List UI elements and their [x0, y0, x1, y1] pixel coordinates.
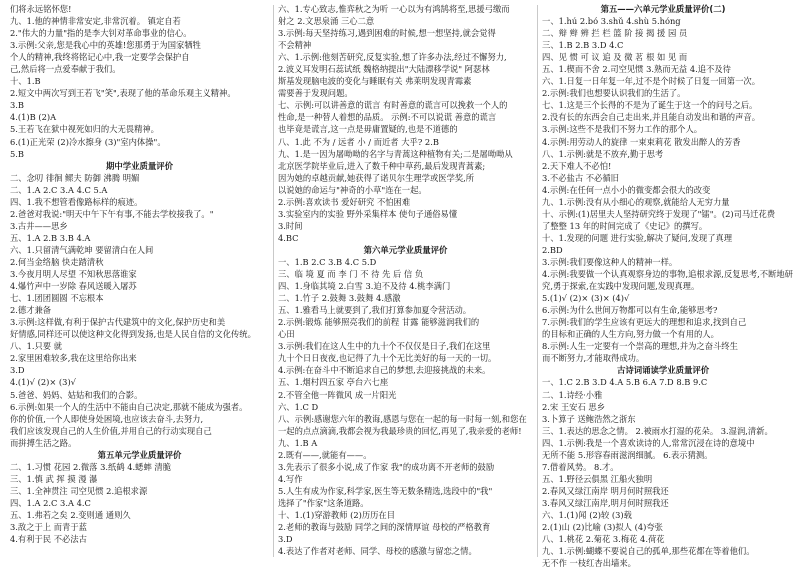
answer-line: 六、1.专心致志,惟弈秋之为听 一心以为有鸿鹄将至,思援弓缴而 [278, 4, 510, 14]
answer-line: 三、1.表达的思念之情。 2.被雨水打湿的花朵。 3.湿润,清新。 [542, 425, 773, 436]
answer-line: 以说她的命运与"神奇的小草"连在一起。 [278, 184, 427, 195]
answer-line: 无不作 一枝红杏出墙来。 [542, 558, 636, 569]
answer-line: 而不断努力,才能取得成功。 [542, 353, 645, 364]
answer-line: 2.BD [542, 244, 563, 255]
answer-line: 3.春风又绿江南岸,明月何时照我还 [542, 497, 669, 508]
answer-line: 五、1.烟村四五家 亭台六七座 [278, 377, 389, 388]
answer-line: 的目标和正确的人生方向,努力做一个有用的人。 [542, 329, 719, 340]
answer-line: 七、1.这是三个长得的不是为了诞生于这一个的问号之后。 [542, 100, 758, 111]
answer-line: 不会精神 [278, 40, 312, 51]
answer-line: 九、1.他的神情非常安定,非常沉着。 镇定自若 [10, 16, 181, 27]
answer-line: 3.D [278, 534, 293, 545]
answer-line: 5.爸爸、妈妈、姑姑和我们的合影。 [10, 389, 143, 400]
answer-line: 3.示例:我们在这人生中的九十个不仅仅是日子,我们在这里 [278, 341, 491, 352]
answer-line: 九、1.示例:蝴蝶不要说自己的孤单,那些花都在等着他们。 [542, 546, 755, 557]
answer-line: 一、1.B 2.C 3.B 4.C 5.D [278, 256, 377, 267]
answer-line: 7.示例:我们的学生应该有更远大的理想和追求,找到自己 [542, 317, 747, 328]
answer-line: 3.今夜月明人尽望 不知秋思落谁家 [10, 269, 137, 280]
answer-line: 4.示例:在任何一点小小的微变都会很大的改变 [542, 184, 711, 195]
answer-line: 4.有利于民 不必法古 [10, 534, 87, 545]
answer-line: 7.借着风势。 8.才。 [542, 461, 619, 472]
answer-line: 八、1.此 不为 / 远者 小 / 而近者 大乎? 2.B [278, 136, 439, 147]
answer-line: 3.示例:我们要像这种人的精神一样。 [542, 256, 678, 267]
answer-line: 六、1.(1)闻 (2)较 (3)载 [542, 509, 632, 520]
column-left [6, 3, 273, 558]
answer-line: 5.B [10, 148, 25, 159]
answer-line: 二、1.A 2.C 3.A 4.C 5.A [10, 184, 108, 195]
answer-line: 2.示例:我们也想要认识我们的生活了。 [542, 88, 686, 99]
answer-line: 5.王若飞在狱中视死如归的大无畏精神。 [10, 124, 159, 135]
section-heading: 第六单元学业质量评价 [363, 244, 448, 255]
answer-line: 六、1.只留清气满乾坤 要留清白在人间 [10, 244, 154, 255]
section-heading: 古诗词诵读学业质量评价 [616, 365, 710, 376]
answer-line: 8.示例:人生一定要有一个崇高的理想,并为之奋斗终生 [542, 341, 738, 352]
answer-line: 3.示例:这样做,有利于保护古代建筑中的文化,保护历史和美 [10, 317, 226, 328]
column-right [538, 3, 793, 569]
answer-line: 6.示例:如果一个人的生活中不能由自己决定,那就不能成为强者。 [10, 401, 248, 412]
answer-line: 五、1.楔而不舍 2.司空见惯 3.熟而无益 4.追不及待 [542, 64, 731, 75]
answer-line: 3.古井——思乡 [10, 220, 68, 231]
answer-line: 三、1.慎 武 挥 摸 漫 瀑 [10, 473, 98, 484]
section-heading: 期中学业质量评价 [106, 160, 173, 171]
answer-line: 4.BC [278, 232, 299, 243]
answer-line: 3.时间 [278, 220, 303, 231]
answer-line: 4.爆竹声中一岁除 春风送暖入屠苏 [10, 281, 137, 292]
answer-line: 而拼搏生活之路。 [10, 437, 77, 448]
answer-line: 3.D [10, 365, 25, 376]
answer-line: 二、念叨 徘徊 鳏夫 防御 沸腾 明媚 [10, 172, 140, 183]
answer-line: 4.示例:在奋斗中不断追求自己的梦想,去迎接挑战的未来。 [278, 365, 491, 376]
section-heading: 第五单元学业质量评价 [97, 449, 182, 460]
answer-line: 3.示例:这些不是我们不努力工作的那个人。 [542, 124, 703, 135]
answer-line: 究,勇于探索,在实践中发现问题,发现真理。 [542, 281, 700, 292]
answer-line: 你的价值,一个人即使身处困境,也应该去奋斗,去努力, [10, 413, 204, 424]
answer-line: 3.B [10, 100, 25, 111]
answer-line: 七、1.团团圆圆 不忘根本 [10, 293, 104, 304]
answer-line: 五、1.A 2.B 3.B 4.A [10, 232, 91, 243]
answer-line: 4.(1)√ (2)× (3)√ [10, 377, 76, 388]
answer-line: 九、1.是一因为屠呦呦的名字与青蒿这种植物有关;二是屠呦呦从 [278, 148, 513, 159]
answer-line: 二、辩 辫 辨 拦 栏 篮 阶 接 揭 援 园 员 [542, 28, 688, 39]
answer-line: 性命,是一种替人着想的品质。 示例:不可以说谎 善意的谎言 [278, 112, 497, 123]
answer-line: 2.既有——,就能有——。 [278, 449, 372, 460]
answer-line: 2.爸爸对我说:"明天中午下午有事,不能去学校接我了。" [10, 208, 214, 219]
answer-line: 十、1.(1)穿游教师 (2)历历在目 [278, 509, 396, 520]
answer-line: 3.实验室内的实验 野外采集样本 使句子通俗易懂 [278, 208, 458, 219]
answer-line: 4.示例:用劳动人的旋律 一束束莉花 散发出醉人的芳香 [542, 136, 741, 147]
answer-line: 2.没有长的东西会自己走出来,并且能自动发出和谐的声音。 [542, 112, 760, 123]
answer-line: 十、示例:(1)居里夫人坚持研究终于发现了"镭"。(2)司马迁花费 [542, 208, 776, 219]
answer-line: 一起的点点滴滴,我都会视为我最珍贵的回忆,再见了,我亲爱的老师! [278, 425, 522, 436]
answer-line: 4.示例:我要做一个认真观察身边的事物,追根求源,反复思考,不断地研 [542, 269, 793, 280]
answer-line: 十、1.B [10, 76, 41, 87]
answer-line: 我们应该发现自己的人生价值,并用自己的行动实现自己 [10, 425, 212, 436]
answer-line: 6.示例:为什么世间万物都可以有生命,能够思考? [542, 305, 718, 316]
answer-line: 三、临 境 夏 而 李 门 不 待 先 后 信 负 [278, 269, 424, 280]
answer-line: 二、1.诗经·小雅 [542, 389, 603, 400]
answer-line: 3.示例:父亲,您是我心中的英雄!您那勇于为国家牺牲 [10, 40, 201, 51]
answer-line: 八、1.只要 就 [10, 341, 63, 352]
answer-line: 六、1.示例:他刻苦研究,反复实验,想了许多办法,经过不懈努力, [278, 52, 507, 63]
answer-line: 2.春风又绿江南岸 明月何时照我还 [542, 485, 669, 496]
answer-line: 八、1.桃花 2.菊花 3.梅花 4.荷花 [542, 534, 665, 545]
answer-line: 九、1.示例:没有从小细心的观察,就能给人无穷力量 [542, 196, 730, 207]
answer-line: 九、1.B A [278, 437, 318, 448]
answer-line: 选择了"作家"这条道路。 [278, 497, 369, 508]
answer-line: 因为她的卓越贡献,她获得了诺贝尔生理学或医学奖,所 [278, 172, 475, 183]
answer-line: 二、1.习惯 花园 2.微落 3.纸鹤 4.蟋蟀 清脆 [10, 461, 172, 472]
answer-line: 四、见 惯 可 议 追 及 微 茗 根 如 见 而 [542, 52, 688, 63]
answer-line: 2.短文中两次写到王若飞"笑",表现了他的革命乐观主义精神。 [10, 88, 236, 99]
answer-line: 2.老师的教诲与鼓励 同学之间的深情厚谊 母校的严格教育 [278, 522, 491, 533]
answer-line: 2.德才兼备 [10, 305, 52, 316]
answer-line: 一、1.C 2.B 3.D 4.A 5.B 6.A 7.D 8.B 9.C [542, 377, 708, 388]
answer-line: 十、1.发现的问题 进行实验,解决了疑问,发现了真理 [542, 232, 733, 243]
answer-line: 也毕竟是谎言,这一点是毋庸置疑的,也是不道德的 [278, 124, 458, 135]
answer-line: 4.写作 [278, 473, 303, 484]
answer-line: 5.(1)√ (2)× (3)× (4)√ [542, 293, 630, 304]
answer-line: 2.示例:锻炼 能够照亮我们的前程 甘露 能够滋润我们的 [278, 317, 480, 328]
answer-line: 四、1.A 2.C 3.A 4.C [10, 497, 91, 508]
answer-line: 3.敌之于上 而青于蓝 [10, 522, 87, 533]
answer-line: 3.先表示了很多小说,成了作家 我"的成功离不开老师的鼓励 [278, 461, 495, 472]
answer-line: 斯基发现脑电波的变化与睡眠有关 弗莱明发现青霉素 [278, 76, 472, 87]
answer-line: 2.波义耳发明石蕊试纸 魏格纳提出"大陆漂移学说" 阿瑟林 [278, 64, 490, 75]
answer-line: 九十个日日夜夜,也记得了九十个无比美好的每一天的一切。 [278, 353, 497, 364]
answer-line: 4.(1)B (2)A [10, 112, 57, 123]
answer-line: 七、示例:可以讲善意的谎言 有时善意的谎言可以挽救一个人的 [278, 100, 508, 111]
answer-line: 三、1.全神贯注 司空见惯 2.追根求源 [10, 485, 148, 496]
answer-line: 八、1.示例:就是不放弃,勤于思考 [542, 148, 664, 159]
answer-line: 四、1.示例:我是一个喜欢读诗的人,常常沉浸在诗的意境中 [542, 437, 755, 448]
answer-line: 八、示例:感谢您六年的教诲,感恩与您在一起的每一时每一刻,和您在 [278, 413, 527, 424]
answer-line: 心田 [278, 329, 295, 340]
answer-line: 好情感,同样还可以使这种文化得到发扬,也是人民自信的文化传统。 [10, 329, 256, 340]
answer-line: 2."伟大的力量"指的是李大钊对革命事业的信心。 [10, 28, 192, 39]
answer-line: 六、1.日复一日年复一年,过不是个时候了日复一回第一次。 [542, 76, 760, 87]
answer-line: 2.天下难人不必怕! [542, 160, 612, 171]
answer-line: 六、1.C D [278, 401, 319, 412]
answer-line: 四、1.身临其境 2.白雪 3.迫不及待 4.桃李满门 [278, 281, 451, 292]
answer-line: 三、1.B 2.B 3.D 4.C [542, 40, 624, 51]
answer-line: 需要善于发现问题。 [278, 88, 353, 99]
column-middle [274, 3, 537, 558]
answer-line: 五、1.弗若之矣 2.变则通 通则久 [10, 509, 131, 520]
answer-line: 四、1.我不想管看像路标样的痕迹。 [10, 196, 143, 207]
answer-line: 6.(1)正光荣 (2)冷水擦身 (3)"室内体操"。 [10, 136, 166, 147]
answer-line: 5.人生有成为作家,科学家,医生等无数条精选,选段中的"我" [278, 485, 493, 496]
answer-line: 射之 2.文思泉涌 三心二意 [278, 16, 375, 27]
answer-line: 二、1.竹子 2.鼓舞 3.鼓舞 4.感激 [278, 293, 401, 304]
answer-line: 4.表达了作者对老师、同学、母校的感激与留恋之情。 [278, 546, 477, 557]
answer-line: 们将永远铭怀您! [10, 4, 72, 14]
answer-line: 一、1.hú 2.bó 3.shǔ 4.shù 5.hóng [542, 16, 681, 27]
answer-line: 了整整 13 年的时间完成了《史记》的撰写。 [542, 220, 708, 231]
answer-line: 2.不管全他一阵微风 成一片阳光 [278, 389, 397, 400]
answer-line: 北京医学院毕业后,进入了数千种中草药,最后发现青蒿素; [278, 160, 486, 171]
answer-line: 2.家里困难较多,我在这里给你出来 [10, 353, 137, 364]
answer-line: 3.不必盐古 不必循旧 [542, 172, 619, 183]
answer-line: 无所不能 5.形容春雨滋润细腻。 6.表示猜测。 [542, 449, 713, 460]
section-heading: 第五——六单元学业质量评价(二) [600, 4, 726, 14]
answer-line: 个人的精神,我终将铭记心中,我一定要学会保护自 [10, 52, 190, 63]
answer-line: 五、1.雅看马上就要到了,我们打算参加夏令营活动。 [278, 305, 472, 316]
answer-line: 2.示例:喜欢读书 爱好研究 不怕困难 [278, 196, 411, 207]
answer-line: 2.何当金络脑 快走踏清秋 [10, 256, 104, 267]
answer-line: 2.宋 王安石 思乡 [542, 401, 605, 412]
answer-line: 3.示例:每天坚持练习,遇到困难的时候,想一想坚持,就会觉得 [278, 28, 496, 39]
answer-line: 3.卜算子 送鲍浩然之浙东 [542, 413, 636, 424]
answer-line: 五、1.野径云俱黑 江船火独明 [542, 473, 653, 484]
answer-line: 己,然后将一点爱奉献于我们。 [10, 64, 121, 75]
answer-line: 2.(1)山 (2)比喻 (3)拟人 (4)夸张 [542, 522, 663, 533]
